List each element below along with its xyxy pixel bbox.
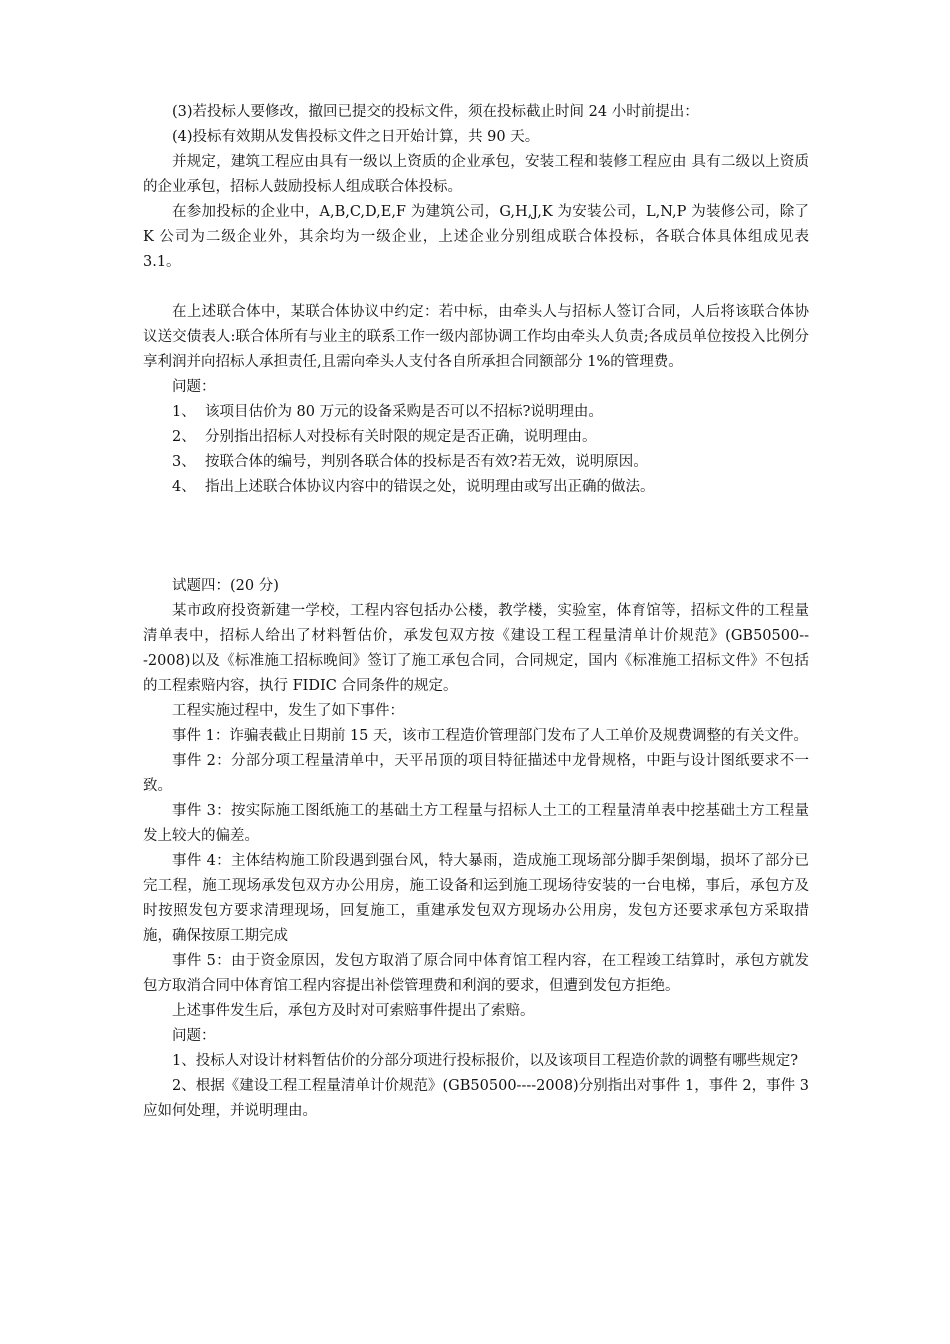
question-item: 2、根据《建设工程工程量清单计价规范》(GB50500----2008)分别指出对事件 1，事件 2，事件 3 应如何处理，并说明理由。	[143, 1078, 814, 1119]
event-paragraph: 事件 1：诈骗表截止日期前 15 天，该市工程造价管理部门发布了人工单价及规费调整的有关文件。	[172, 728, 808, 744]
blank-space	[143, 500, 809, 574]
question-item: 1、投标人对设计材料暂估价的分部分项进行投标报价，以及该项目工程造价款的调整有哪些规定?	[172, 1053, 798, 1069]
event-paragraph: 事件 5：由于资金原因，发包方取消了原合同中体育馆工程内容，在工程竣工结算时，承包方就发包方取消合同中体育馆工程内容提出补偿管理费和利润的要求，但遭到发包方拒绝。	[143, 953, 809, 994]
paragraph: 上述事件发生后，承包方及时对可索赔事件提出了索赔。	[172, 1003, 535, 1019]
event-paragraph: 事件 2：分部分项工程量清单中，天平吊顶的项目特征描述中龙骨规格，中距与设计图纸要求不一致。	[143, 753, 809, 794]
section-heading: 试题四：(20 分)	[172, 578, 279, 594]
paragraph: 并规定，建筑工程应由具有一级以上资质的企业承包，安装工程和装修工程应由 具有二级以上资质的企业承包，招标人鼓励投标人组成联合体投标。	[143, 154, 809, 195]
question-item: 3、 按联合体的编号，判别各联合体的投标是否有效?若无效，说明原因。	[172, 454, 648, 470]
question-item: 2、 分别指出招标人对投标有关时限的规定是否正确，说明理由。	[172, 429, 597, 445]
blank-line	[143, 275, 809, 300]
event-paragraph: 事件 4：主体结构施工阶段遇到强台风，特大暴雨，造成施工现场部分脚手架倒塌，损坏了部分已完工程，施工现场承发包双方办公用房，施工设备和运到施工现场待安装的一台电梯，事后，承包方及时按照发包方要求清理现场，回复施工，重建承发包双方现场办公用房，发包方还要求承包方采取措施，确保按原工期完成	[143, 853, 809, 944]
paragraph: 在参加投标的企业中，A,B,C,D,E,F 为建筑公司，G,H,J,K 为安装公司，L,N,P 为装修公司，除了 K 公司为二级企业外，其余均为一级企业，上述企业分别组成联合体投标，各联合体具体组成见表 3.1。	[143, 204, 814, 270]
question-heading: 问题：	[172, 1028, 216, 1044]
question-item: 4、 指出上述联合体协议内容中的错误之处，说明理由或写出正确的做法。	[172, 479, 655, 495]
paragraph: 在上述联合体中，某联合体协议中约定：若中标，由牵头人与招标人签订合同，人后将该联合体协议送交债表人:联合体所有与业主的联系工作一级内部协调工作均由牵头人负责;各成员单位按投入比例分享利润并向招标人承担责任,且需向牵头人支付各自所承担合同额部分 1%的管理费。	[143, 304, 809, 370]
paragraph: (3)若投标人要修改，撤回已提交的投标文件，须在投标截止时间 24 小时前提出：	[172, 104, 699, 120]
question-item: 1、 该项目估价为 80 万元的设备采购是否可以不招标?说明理由。	[172, 404, 603, 420]
paragraph: 工程实施过程中，发生了如下事件：	[172, 703, 404, 719]
document-page	[143, 100, 814, 1124]
paragraph: 某市政府投资新建一学校，工程内容包括办公楼，教学楼，实验室，体育馆等，招标文件的工程量清单表中，招标人给出了材料暂估价，承发包双方按《建设工程工程量清单计价规范》(GB50500---2008)以及《标准施工招标晚间》签订了施工承包合同，合同规定，国内《标准施工招标文件》不包括的工程索赔内容，执行 FIDIC 合同条件的规定。	[143, 603, 809, 694]
paragraph: (4)投标有效期从发售投标文件之日开始计算，共 90 天。	[172, 129, 540, 145]
question-heading: 问题：	[172, 379, 216, 395]
event-paragraph: 事件 3：按实际施工图纸施工的基础土方工程量与招标人土工的工程量清单表中挖基础土方工程量发上较大的偏差。	[143, 803, 809, 844]
